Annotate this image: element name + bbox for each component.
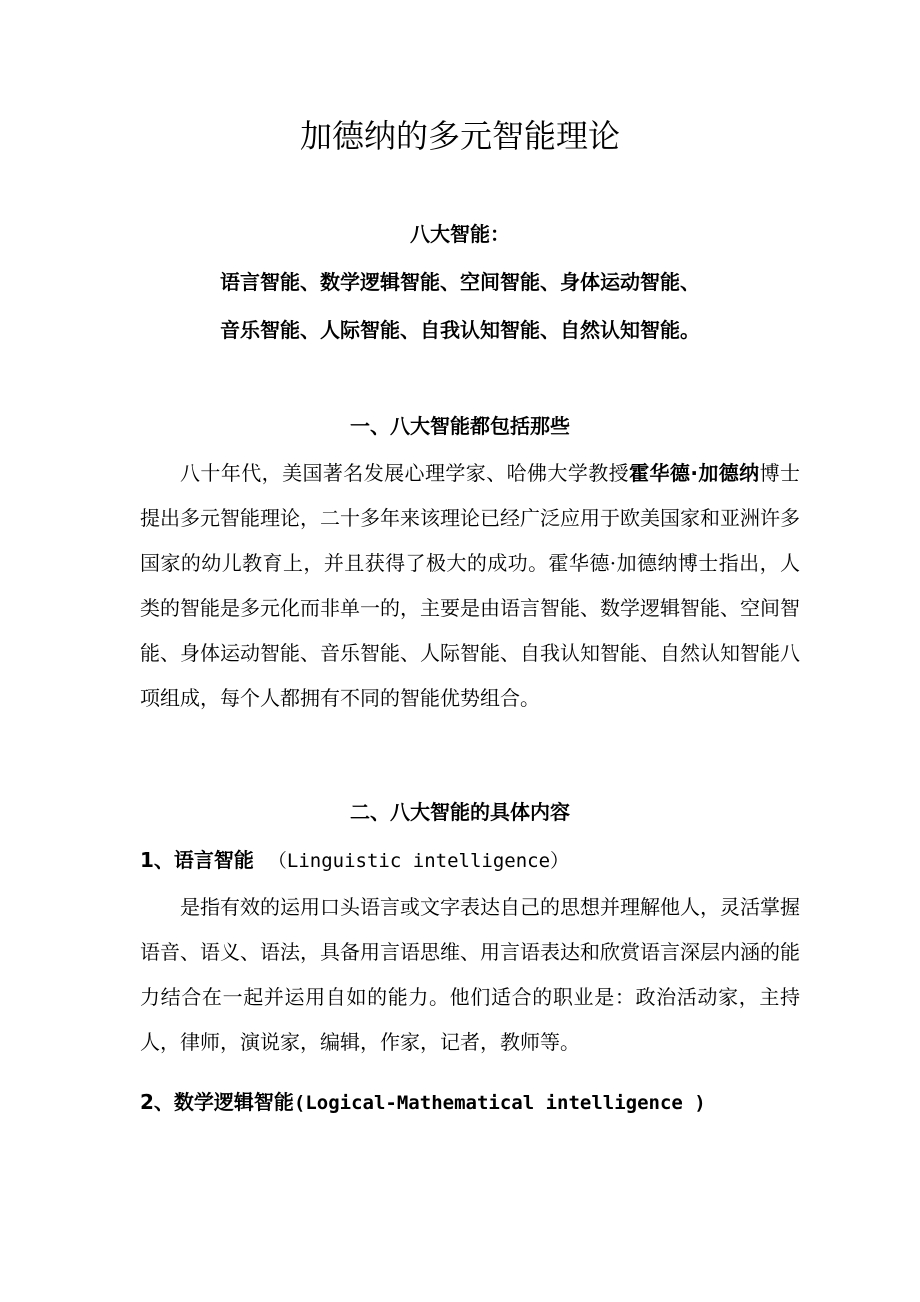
section-2-heading: 二、八大智能的具体内容: [350, 800, 570, 824]
section-1-heading: 一、八大智能都包括那些: [350, 414, 570, 438]
paragraph-text-part-2: 博士提出多元智能理论，二十多年来该理论已经广泛应用于欧美国家和亚洲许多国家的幼儿教育上，并且获得了极大的成功。霍华德·加德纳博士指出，人类的智能是多元化而非单一的，主要是由语言智能、数学逻辑智能、空间智能、身体运动智能、音乐智能、人际智能、自我认知智能、自然认知智能八项组成，每个人都拥有不同的智能优势组合。: [140, 461, 801, 710]
document-title: 加德纳的多元智能理论: [299, 117, 620, 155]
item-2-english: (Logical-Mathematical intelligence ): [293, 1092, 706, 1114]
item-2-label: 2、数学逻辑智能: [140, 1090, 294, 1114]
item-1-label: 1、语言智能: [140, 848, 254, 872]
person-name: 霍华德·加德纳: [629, 461, 760, 485]
item-1-heading: [140, 845, 820, 876]
summary-line-1: 语言智能、数学逻辑智能、空间智能、身体运动智能、: [220, 270, 700, 294]
section-1-paragraph: [140, 451, 800, 721]
paragraph-text-part-1: 八十年代，美国著名发展心理学家、哈佛大学教授: [180, 461, 630, 485]
item-1-paragraph: 是指有效的运用口头语言或文字表达自己的思想并理解他人，灵活掌握语音、语义、语法，具备用言语思维、用言语表达和欣赏语言深层内涵的能力结合在一起并运用自如的能力。他们适合的职业是：政治活动家，主持人，律师，演说家，编辑，作家，记者，教师等。: [140, 895, 800, 1054]
summary-line-2: 音乐智能、人际智能、自我认知智能、自然认知智能。: [220, 318, 700, 342]
item-2-heading: [140, 1087, 820, 1118]
summary-heading: 八大智能：: [410, 222, 510, 246]
item-1-english: （Linguistic intelligence）: [267, 850, 570, 872]
